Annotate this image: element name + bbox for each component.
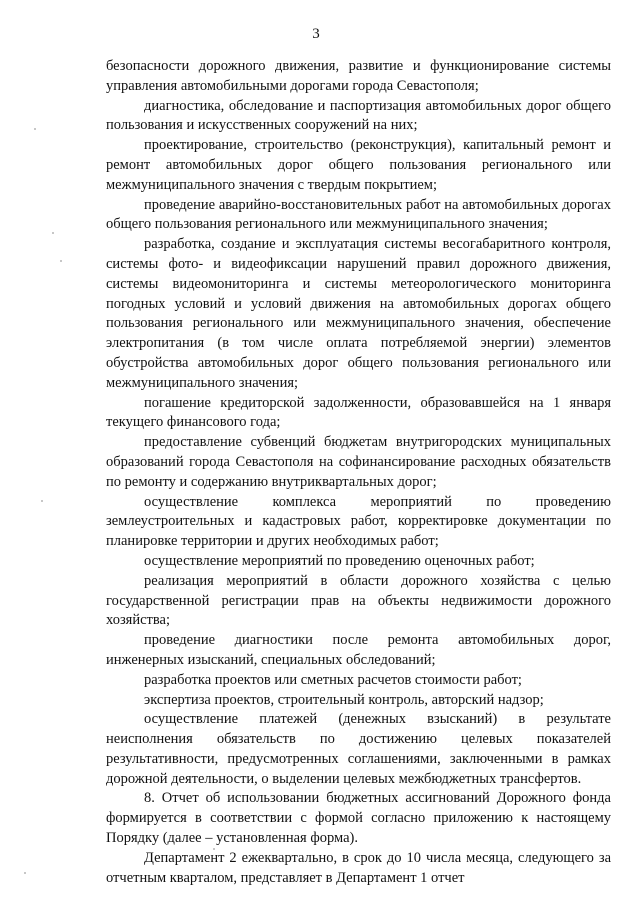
paragraph-penalty-payments: осуществление платежей (денежных взысканий) в результате неисполнения обязательств по достижению целевых показателей результативности, предусмотренных соглашениями, заключенными в рамках дорожной деятельности, о выделении целевых межбюджетных трансфертов. <box>106 711 611 787</box>
paragraph-post-repair-diagnostics: проведение диагностики после ремонта автомобильных дорог, инженерных изысканий, специальных обследований; <box>106 632 611 668</box>
scan-speck <box>213 848 215 850</box>
paragraph-design-construction: проектирование, строительство (реконструкция), капитальный ремонт и ремонт автомобильных дорог общего пользования регионального или межмуниципального значения с твердым покрытием; <box>106 137 611 193</box>
paragraph-diagnostics: диагностика, обследование и паспортизация автомобильных дорог общего пользования и искусственных сооружений на них; <box>106 97 611 134</box>
scan-speck <box>60 260 62 262</box>
paragraph-expertise-supervision: экспертиза проектов, строительный контроль, авторский надзор; <box>144 691 544 708</box>
scan-speck <box>41 500 43 502</box>
paragraph-valuation-works: осуществление мероприятий по проведению оценочных работ; <box>144 552 535 569</box>
paragraph-road-safety-continuation: безопасности дорожного движения, развитие и функционирование системы управления автомобильными дорогами города Севастополя; <box>106 58 611 94</box>
scan-speck <box>34 128 36 130</box>
page-number: 3 <box>312 26 320 42</box>
scan-speck <box>52 232 54 234</box>
paragraph-project-development: разработка проектов или сметных расчетов стоимости работ; <box>144 671 522 688</box>
paragraph-quarterly-report: Департамент 2 ежеквартально, в срок до 10 числа месяца, следующего за отчетным кварталом, представляет в Департамент 1 отчет <box>106 849 611 886</box>
paragraph-cadastral-works: осуществление комплекса мероприятий по проведению землеустроительных и кадастровых работ, корректировке документации по планировке территории и других необходимых работ; <box>106 493 611 550</box>
paragraph-item-8-report: 8. Отчет об использовании бюджетных ассигнований Дорожного фонда формируется в соответствии с формой согласно приложению к настоящему Порядку (далее – установленная форма). <box>106 790 611 847</box>
paragraph-subventions: предоставление субвенций бюджетам внутригородских муниципальных образований города Севастополя на софинансирование расходных обязательств по ремонту и содержанию внутриквартальных дорог; <box>106 434 611 490</box>
paragraph-property-registration: реализация мероприятий в области дорожного хозяйства с целью государственной регистрации прав на объекты недвижимости дорожного хозяйства; <box>106 572 611 629</box>
paragraph-emergency-works: проведение аварийно-восстановительных работ на автомобильных дорогах общего пользования регионального или межмуниципального значения; <box>106 196 611 233</box>
document-body <box>106 57 611 888</box>
scan-speck <box>24 872 26 874</box>
paragraph-debt-repayment: погашение кредиторской задолженности, образовавшейся на 1 января текущего финансового года; <box>106 394 611 431</box>
paragraph-monitoring-systems: разработка, создание и эксплуатация системы весогабаритного контроля, системы фото- и видеофиксации нарушений правил дорожного движения, системы видеомониторинга и системы метеорологического мониторинга погодных условий и условий движения на автомобильных дорогах общего пользования регионального или межмуниципального значения, обеспечение электропитания (в том числе оплата потребляемой энергии) элементов обустройства автомобильных дорог общего пользования регионального или межмуниципального значения; <box>106 236 611 391</box>
